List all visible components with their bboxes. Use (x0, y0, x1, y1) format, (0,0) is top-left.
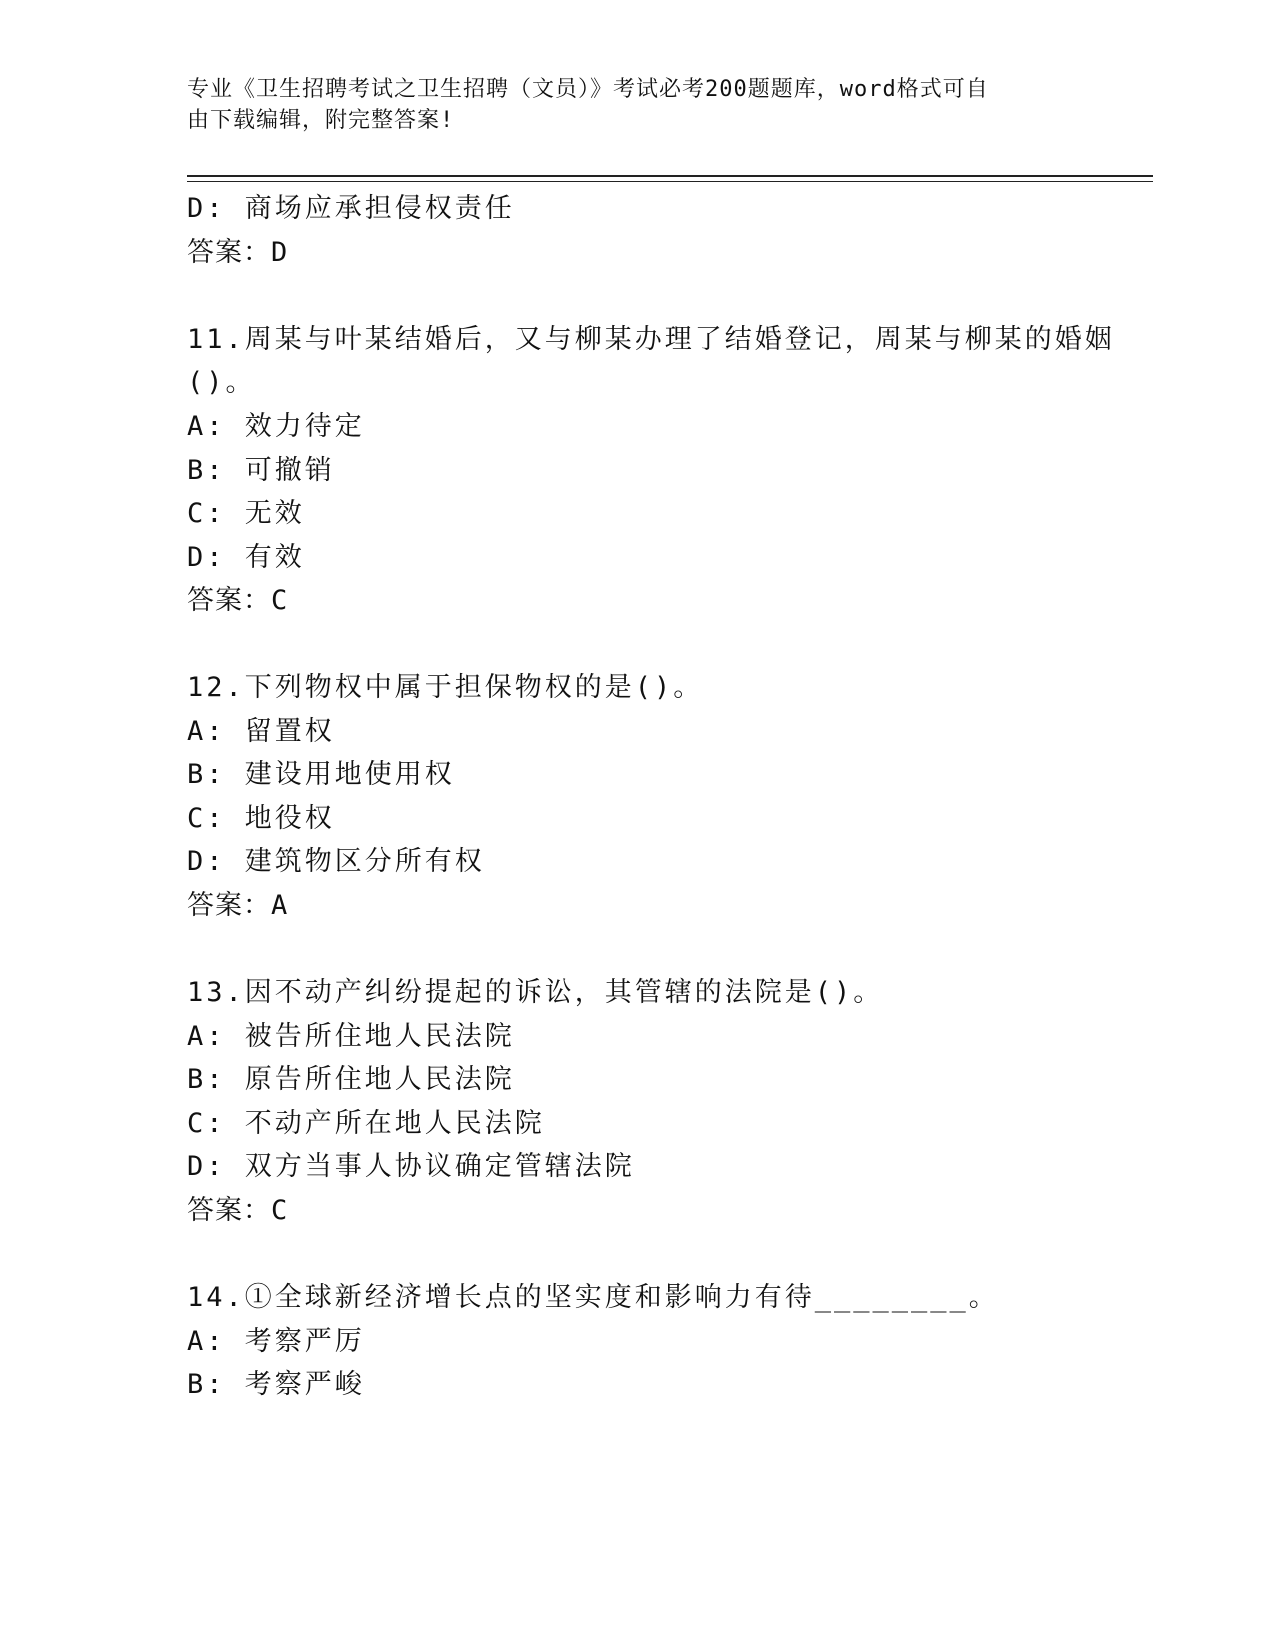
answer-value: C (271, 585, 289, 616)
q11-option-c: C: 无效 (187, 498, 305, 529)
option-d: D: 商场应承担侵权责任 (187, 193, 515, 224)
header-divider-top (187, 175, 1153, 177)
q12-option-d: D: 建筑物区分所有权 (187, 846, 485, 877)
question-12-stem: 12.下列物权中属于担保物权的是()。 (187, 672, 704, 703)
document-header (187, 74, 1067, 136)
q12-option-c: C: 地役权 (187, 803, 335, 834)
q12-answer (187, 889, 288, 923)
question-13-stem: 13.因不动产纠纷提起的诉讼，其管辖的法院是()。 (187, 977, 884, 1008)
question-11-stem-cont: ()。 (187, 367, 256, 398)
q13-option-c: C: 不动产所在地人民法院 (187, 1108, 545, 1139)
q13-answer (187, 1194, 288, 1228)
q11-answer (187, 584, 288, 618)
q12-option-b: B: 建设用地使用权 (187, 759, 455, 790)
answer-value: D (271, 237, 289, 268)
q13-option-b: B: 原告所住地人民法院 (187, 1064, 515, 1095)
answer-value: A (271, 890, 289, 921)
answer-line (187, 236, 288, 270)
q11-option-d: D: 有效 (187, 542, 305, 573)
q11-option-b: B: 可撤销 (187, 455, 335, 486)
question-14-stem: 14.①全球新经济增长点的坚实度和影响力有待________。 (187, 1282, 999, 1313)
answer-label: 答案： (187, 890, 271, 921)
answer-label: 答案： (187, 237, 271, 268)
header-divider-bottom (187, 181, 1153, 182)
question-11-stem: 11.周某与叶某结婚后，又与柳某办理了结婚登记，周某与柳某的婚姻 (187, 324, 1115, 355)
q13-option-d: D: 双方当事人协议确定管辖法院 (187, 1151, 635, 1182)
q14-option-b: B: 考察严峻 (187, 1369, 365, 1400)
q14-option-a: A: 考察严厉 (187, 1326, 365, 1357)
q12-option-a: A: 留置权 (187, 716, 335, 747)
answer-label: 答案： (187, 585, 271, 616)
answer-label: 答案： (187, 1195, 271, 1226)
header-line-1: 专业《卫生招聘考试之卫生招聘（文员）》考试必考200题题库，word格式可自 (187, 77, 989, 102)
q13-option-a: A: 被告所住地人民法院 (187, 1021, 515, 1052)
header-line-2: 由下载编辑，附完整答案! (187, 108, 455, 133)
answer-value: C (271, 1195, 289, 1226)
q11-option-a: A: 效力待定 (187, 411, 365, 442)
